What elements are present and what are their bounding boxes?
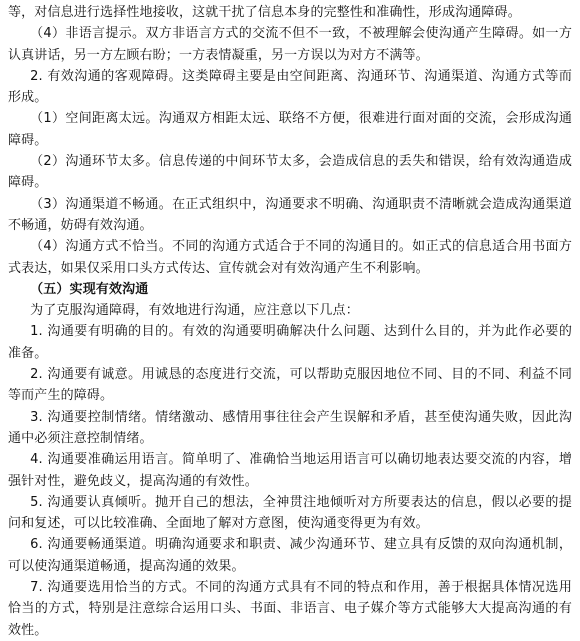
paragraph-improper-method: （4）沟通方式不恰当。不同的沟通方式适合于不同的沟通目的。如正式的信息适合用书面方式表达，如果仅采用口头方式传达、宣传就会对有效沟通产生不利影响。 — [8, 239, 572, 276]
paragraph-channel-blocked: （3）沟通渠道不畅通。在正式组织中，沟通要求不明确、沟通职责不清晰就会造成沟通渠道不畅通，妨碍有效沟通。 — [8, 196, 572, 233]
paragraph-point-4: 4. 沟通要准确运用语言。简单明了、准确恰当地运用语言可以确切地表达要交流的内容，增强针对性，避免歧义，提高沟通的有效性。 — [8, 452, 572, 489]
paragraph-selective-reception: 等，对信息进行选择性地接收，这就干扰了信息本身的完整性和准确性，形成沟通障碍。 — [8, 5, 521, 20]
paragraph-point-6: 6. 沟通要畅通渠道。明确沟通要求和职责、减少沟通环节、建立具有反馈的双向沟通机制，可以使沟通渠道畅通，提高沟通的效果。 — [8, 537, 572, 574]
paragraph-nonverbal-cues: （4）非语言提示。双方非语言方式的交流不但不一致，不被理解会使沟通产生障碍。如一方认真讲话，另一方左顾右盼；一方表情凝重，另一方误以为对方不满等。 — [8, 26, 572, 63]
paragraph-point-3: 3. 沟通要控制情绪。情绪激动、感情用事往往会产生误解和矛盾，甚至使沟通失败，因此沟通中必须注意控制情绪。 — [8, 409, 572, 446]
paragraph-point-1: 1. 沟通要有明确的目的。有效的沟通要明确解决什么问题、达到什么目的，并为此作必要的准备。 — [8, 324, 572, 361]
paragraph-too-many-links: （2）沟通环节太多。信息传递的中间环节太多，会造成信息的丢失和错误，给有效沟通造成障碍。 — [8, 154, 572, 191]
paragraph-objective-barriers: 2. 有效沟通的客观障碍。这类障碍主要是由空间距离、沟通环节、沟通渠道、沟通方式等而形成。 — [8, 68, 572, 106]
paragraph-point-7: 7. 沟通要选用恰当的方式。不同的沟通方式具有不同的特点和作用，善于根据具体情况选用恰当的方式，特别是注意综合运用口头、书面、非语言、电子媒介等方式能够大大提高沟通的有效性。 — [8, 580, 572, 638]
paragraph-point-5: 5. 沟通要认真倾听。抛开自己的想法，全神贯注地倾听对方所要表达的信息，假以必要的提问和复述，可以比较准确、全面地了解对方意图，使沟通变得更为有效。 — [8, 494, 572, 532]
paragraph-intro-points: 为了克服沟通障碍，有效地进行沟通，应注意以下几点： — [30, 303, 359, 319]
paragraph-distance: （1）空间距离太远。沟通双方相距太远、联络不方便，很难进行面对面的交流，会形成沟通障碍。 — [8, 111, 572, 148]
paragraph-point-2: 2. 沟通要有诚意。用诚恳的态度进行交流，可以帮助克服因地位不同、目的不同、利益不同等而产生的障碍。 — [8, 367, 572, 404]
section-heading-effective-communication: （五）实现有效沟通 — [30, 281, 149, 297]
